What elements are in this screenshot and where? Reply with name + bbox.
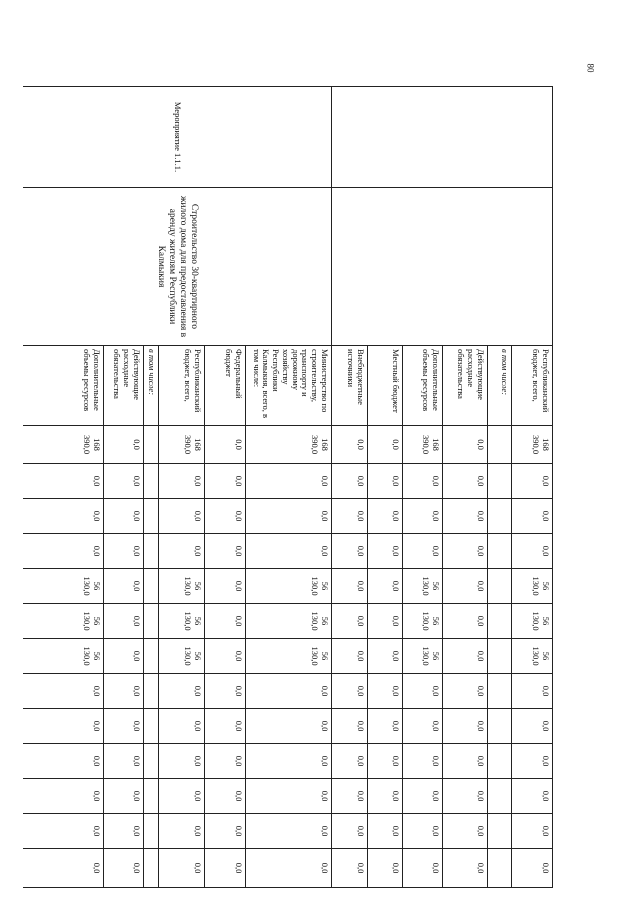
value-cell: 56 130,0 <box>246 569 332 604</box>
value-cell: 0,0 <box>23 534 104 569</box>
value-cell: 0,0 <box>104 744 144 779</box>
empty-measure-cell <box>332 87 553 188</box>
value-cell: 0,0 <box>512 849 553 888</box>
value-cell <box>488 744 512 779</box>
value-cell: 0,0 <box>246 534 332 569</box>
value-cell: 0,0 <box>368 779 403 814</box>
value-cell <box>488 779 512 814</box>
value-cell <box>144 604 159 639</box>
value-cell: 56 130,0 <box>23 569 104 604</box>
value-cell: 0,0 <box>246 499 332 534</box>
value-cell: 0,0 <box>159 534 205 569</box>
value-cell: 0,0 <box>332 604 368 639</box>
value-cell: 0,0 <box>368 569 403 604</box>
row-label: Федеральный бюджет <box>205 346 246 426</box>
value-cell: 0,0 <box>205 744 246 779</box>
value-cell: 0,0 <box>443 639 488 674</box>
value-cell: 0,0 <box>104 569 144 604</box>
value-cell: 56 130,0 <box>403 569 443 604</box>
value-cell: 0,0 <box>159 779 205 814</box>
value-cell: 0,0 <box>368 744 403 779</box>
value-cell: 0,0 <box>205 499 246 534</box>
value-cell: 0,0 <box>512 499 553 534</box>
value-cell: 0,0 <box>368 499 403 534</box>
row-label: Местный бюджет <box>368 346 403 426</box>
value-cell: 56 130,0 <box>512 569 553 604</box>
value-cell: 0,0 <box>23 849 104 888</box>
value-cell <box>144 814 159 849</box>
value-cell: 0,0 <box>246 464 332 499</box>
value-cell: 0,0 <box>443 534 488 569</box>
table-row <box>246 87 332 888</box>
value-cell: 0,0 <box>23 814 104 849</box>
value-cell: 0,0 <box>443 674 488 709</box>
value-cell: 0,0 <box>23 779 104 814</box>
value-cell: 0,0 <box>443 604 488 639</box>
value-cell: 0,0 <box>205 534 246 569</box>
value-cell: 0,0 <box>332 709 368 744</box>
value-cell: 0,0 <box>159 709 205 744</box>
value-cell: 0,0 <box>159 744 205 779</box>
value-cell: 0,0 <box>23 744 104 779</box>
value-cell: 0,0 <box>104 709 144 744</box>
value-cell: 0,0 <box>104 464 144 499</box>
value-cell: 56 130,0 <box>246 604 332 639</box>
rotated-table-area <box>23 86 553 888</box>
value-cell: 0,0 <box>512 674 553 709</box>
value-cell: 0,0 <box>246 779 332 814</box>
value-cell: 168 390,0 <box>23 426 104 464</box>
value-cell: 0,0 <box>332 426 368 464</box>
value-cell <box>488 604 512 639</box>
value-cell: 0,0 <box>159 499 205 534</box>
value-cell: 0,0 <box>443 426 488 464</box>
value-cell: 0,0 <box>443 569 488 604</box>
value-cell: 0,0 <box>368 426 403 464</box>
value-cell: 0,0 <box>205 779 246 814</box>
value-cell: 56 130,0 <box>403 639 443 674</box>
value-cell: 0,0 <box>205 464 246 499</box>
value-cell: 0,0 <box>368 604 403 639</box>
value-cell <box>144 499 159 534</box>
value-cell: 0,0 <box>332 779 368 814</box>
table-body <box>23 87 553 888</box>
value-cell: 168 390,0 <box>246 426 332 464</box>
value-cell: 0,0 <box>512 464 553 499</box>
value-cell: 0,0 <box>403 849 443 888</box>
value-cell: 0,0 <box>205 639 246 674</box>
value-cell: 0,0 <box>159 464 205 499</box>
value-cell: 0,0 <box>205 709 246 744</box>
value-cell: 0,0 <box>443 814 488 849</box>
value-cell: 0,0 <box>104 534 144 569</box>
value-cell: 0,0 <box>332 814 368 849</box>
value-cell: 0,0 <box>332 464 368 499</box>
measure-title: Строительство 30-квартирного жилого дома для предоставления в аренду жителям Республики Калмыкия <box>23 188 332 346</box>
value-cell: 0,0 <box>512 814 553 849</box>
value-cell: 56 130,0 <box>403 604 443 639</box>
value-cell <box>144 464 159 499</box>
value-cell: 0,0 <box>332 499 368 534</box>
value-cell: 0,0 <box>104 639 144 674</box>
value-cell: 0,0 <box>403 534 443 569</box>
value-cell: 0,0 <box>205 849 246 888</box>
value-cell: 0,0 <box>512 744 553 779</box>
empty-title-cell <box>332 188 553 346</box>
value-cell: 0,0 <box>368 639 403 674</box>
value-cell <box>488 709 512 744</box>
value-cell: 0,0 <box>205 674 246 709</box>
measure-label: Мероприятие 1.1.1. <box>23 87 332 188</box>
value-cell <box>488 674 512 709</box>
page-number: 80 <box>585 63 595 73</box>
row-label: Внебюджетные источники <box>332 346 368 426</box>
value-cell: 0,0 <box>246 849 332 888</box>
value-cell: 0,0 <box>104 849 144 888</box>
value-cell: 0,0 <box>104 604 144 639</box>
value-cell: 56 130,0 <box>246 639 332 674</box>
value-cell: 0,0 <box>104 674 144 709</box>
value-cell: 0,0 <box>443 779 488 814</box>
value-cell: 0,0 <box>23 674 104 709</box>
row-label: в том числе: <box>488 346 512 426</box>
value-cell: 56 130,0 <box>512 604 553 639</box>
value-cell: 168 390,0 <box>159 426 205 464</box>
value-cell: 0,0 <box>443 464 488 499</box>
value-cell: 0,0 <box>104 426 144 464</box>
value-cell: 0,0 <box>246 709 332 744</box>
value-cell <box>144 779 159 814</box>
row-label: Республиканский бюджет, всего, <box>159 346 205 426</box>
value-cell: 0,0 <box>246 674 332 709</box>
row-label: в том числе: <box>144 346 159 426</box>
value-cell: 56 130,0 <box>159 639 205 674</box>
value-cell: 0,0 <box>332 744 368 779</box>
value-cell <box>488 426 512 464</box>
value-cell: 0,0 <box>512 534 553 569</box>
value-cell: 56 130,0 <box>23 639 104 674</box>
value-cell: 0,0 <box>368 674 403 709</box>
row-label: Дополнительные объемы ресурсов <box>23 346 104 426</box>
value-cell: 0,0 <box>403 674 443 709</box>
value-cell: 0,0 <box>159 814 205 849</box>
value-cell <box>144 849 159 888</box>
value-cell: 0,0 <box>246 744 332 779</box>
value-cell: 0,0 <box>403 779 443 814</box>
row-label: Министерство по строительству, транспорту и дорожному хозяйству Республики Калмыкия, всего, в том числе: <box>246 346 332 426</box>
table-row <box>512 87 553 888</box>
value-cell <box>144 709 159 744</box>
value-cell: 0,0 <box>159 674 205 709</box>
value-cell: 0,0 <box>205 426 246 464</box>
value-cell <box>488 639 512 674</box>
value-cell: 0,0 <box>159 849 205 888</box>
value-cell: 0,0 <box>332 639 368 674</box>
value-cell: 0,0 <box>443 709 488 744</box>
value-cell <box>488 499 512 534</box>
value-cell: 0,0 <box>443 744 488 779</box>
value-cell: 56 130,0 <box>512 639 553 674</box>
value-cell: 0,0 <box>246 814 332 849</box>
value-cell: 0,0 <box>332 674 368 709</box>
value-cell <box>488 534 512 569</box>
value-cell <box>488 569 512 604</box>
value-cell: 0,0 <box>104 499 144 534</box>
value-cell: 0,0 <box>443 849 488 888</box>
value-cell: 0,0 <box>104 779 144 814</box>
value-cell <box>144 569 159 604</box>
value-cell <box>488 464 512 499</box>
value-cell: 0,0 <box>332 569 368 604</box>
row-label: Республиканский бюджет, всего, <box>512 346 553 426</box>
value-cell: 0,0 <box>368 534 403 569</box>
value-cell: 168 390,0 <box>403 426 443 464</box>
value-cell: 0,0 <box>205 569 246 604</box>
value-cell: 56 130,0 <box>23 604 104 639</box>
row-label: Действующие расходные обязательства <box>104 346 144 426</box>
value-cell: 0,0 <box>368 849 403 888</box>
value-cell: 0,0 <box>23 464 104 499</box>
value-cell: 0,0 <box>104 814 144 849</box>
budget-table <box>23 86 553 888</box>
value-cell: 0,0 <box>23 499 104 534</box>
value-cell: 168 390,0 <box>512 426 553 464</box>
row-label: Дополнительные объемы ресурсов <box>403 346 443 426</box>
value-cell: 0,0 <box>332 849 368 888</box>
value-cell <box>144 639 159 674</box>
value-cell: 0,0 <box>403 744 443 779</box>
value-cell: 0,0 <box>512 709 553 744</box>
value-cell: 56 130,0 <box>159 604 205 639</box>
value-cell: 0,0 <box>368 814 403 849</box>
value-cell: 56 130,0 <box>159 569 205 604</box>
value-cell: 0,0 <box>403 464 443 499</box>
row-label: Действующие расходные обязательства <box>443 346 488 426</box>
value-cell: 0,0 <box>512 779 553 814</box>
value-cell: 0,0 <box>205 604 246 639</box>
value-cell <box>488 814 512 849</box>
value-cell: 0,0 <box>23 709 104 744</box>
value-cell: 0,0 <box>403 499 443 534</box>
value-cell: 0,0 <box>332 534 368 569</box>
value-cell: 0,0 <box>403 709 443 744</box>
value-cell <box>144 744 159 779</box>
value-cell: 0,0 <box>403 814 443 849</box>
value-cell: 0,0 <box>443 499 488 534</box>
value-cell <box>144 534 159 569</box>
value-cell: 0,0 <box>368 464 403 499</box>
value-cell <box>488 849 512 888</box>
value-cell: 0,0 <box>368 709 403 744</box>
value-cell: 0,0 <box>205 814 246 849</box>
value-cell <box>144 426 159 464</box>
value-cell <box>144 674 159 709</box>
